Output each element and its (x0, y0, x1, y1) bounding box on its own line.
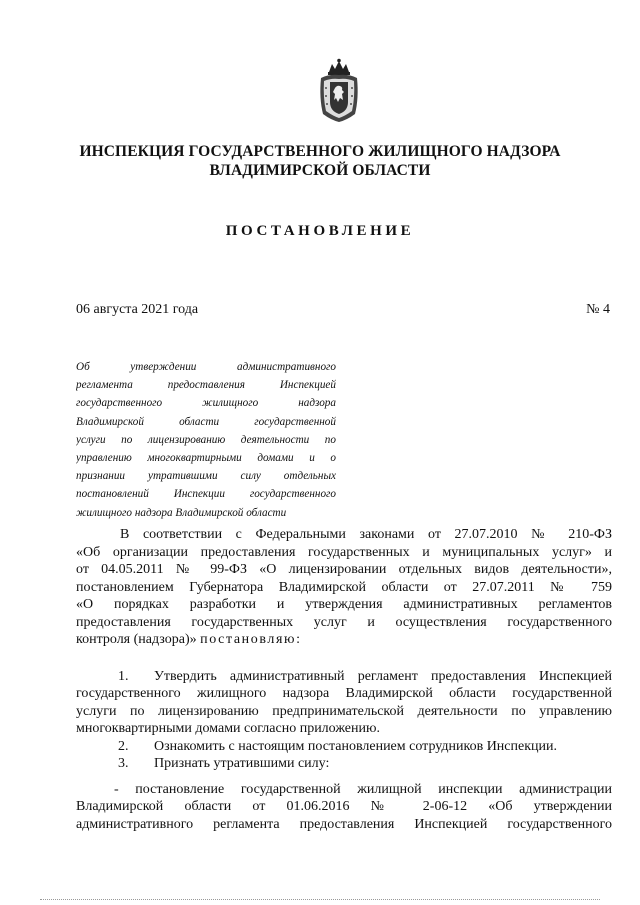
item-number: 2. (118, 738, 129, 754)
subject-line: регламента предоставления Инспекцией (76, 379, 336, 392)
subject-line: услуги по лицензированию деятельности по (76, 433, 336, 446)
item-number: 1. (118, 668, 129, 684)
preamble-line: «О порядках разработки и утверждения административных регламентов (76, 597, 612, 612)
subject-line: постановлений Инспекции государственного (76, 488, 336, 501)
subject-line: государственного жилищного надзора (76, 397, 336, 410)
coat-of-arms-icon (315, 58, 363, 124)
document-date: 06 августа 2021 года (76, 302, 199, 317)
document-number: № 4 (586, 302, 610, 317)
preamble-line: В соответствии с Федеральными законами от 27.07.2010 № 210-ФЗ (120, 527, 612, 542)
subject-line: жилищного надзора Владимирской области (76, 506, 287, 519)
item-line: многоквартирными домами согласно приложению. (76, 721, 380, 736)
preamble-line: «Об организации предоставления государственных и муниципальных услуг» и (76, 544, 612, 560)
preamble-line: предоставления государственных услуг и осуществления государственного (76, 614, 612, 630)
document-subject (76, 358, 336, 522)
organization-name-line1: ИНСПЕКЦИЯ ГОСУДАРСТВЕННОГО ЖИЛИЩНОГО НАДЗОРА (79, 143, 561, 160)
organization-name-line2: ВЛАДИМИРСКОЙ ОБЛАСТИ (209, 162, 431, 179)
preamble-line: постановлением Губернатора Владимирской области от 27.07.2011 № 759 (76, 579, 612, 595)
preamble-line: от 04.05.2011 № 99-ФЗ «О лицензировании отдельных видов деятельности», (76, 562, 612, 577)
decree-word: постановляю: (200, 632, 302, 647)
repealed-line: - постановление государственной жилищной инспекции администрации (114, 781, 612, 797)
page-bottom-edge (40, 899, 600, 900)
list-item-3 (76, 755, 612, 773)
list-item-1 (76, 668, 612, 686)
subject-line: Об утверждении административного (76, 361, 336, 373)
item-line: государственного жилищного надзора Владимирской области государственной (76, 686, 612, 701)
item-text: Утвердить административный регламент предоставления Инспекцией (154, 668, 612, 684)
repealed-line: административного регламента предоставления Инспекцией государственного (76, 816, 612, 832)
document-body (76, 526, 612, 833)
subject-line: Владимирской области государственной (76, 415, 336, 428)
item-number: 3. (118, 756, 129, 771)
item-text: Ознакомить с настоящим постановлением сотрудников Инспекции. (154, 738, 557, 754)
document-type-title: ПОСТАНОВЛЕНИЕ (225, 223, 415, 239)
subject-line: управлению многоквартирными домами и о (76, 452, 336, 465)
item-text: Признать утратившими силу: (154, 756, 330, 771)
preamble-line-prefix: контроля (надзора)» (76, 632, 201, 647)
item-line: услуги по лицензированию предпринимательской деятельности по управлению (76, 703, 612, 719)
list-item-2 (76, 738, 612, 756)
repealed-line: Владимирской области от 01.06.2016 № 2-06-12 «Об утверждении (76, 799, 612, 814)
preamble-last-line (76, 631, 612, 649)
subject-line: признании утратившими силу отдельных (76, 470, 336, 483)
